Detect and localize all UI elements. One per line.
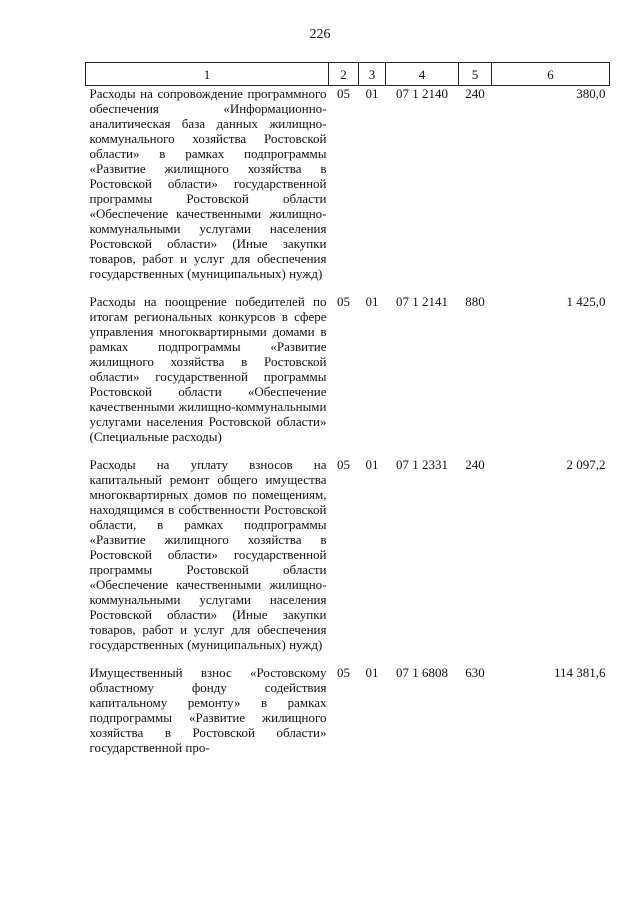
column-header-target: 4 [386, 63, 459, 86]
table-row [86, 86, 610, 295]
row-description: Имущественный взнос «Ростовскому областному фонду содействия капитальному ремонту» в рамках подпрограммы «Развитие жилищного хозяйства в Ростовской области» государственной про- [89, 665, 327, 755]
budget-table [85, 62, 610, 755]
row-section: 05 [337, 294, 350, 309]
column-header-expense-type: 5 [459, 63, 492, 86]
row-subsection: 01 [365, 86, 379, 101]
page-number: 226 [309, 27, 331, 42]
row-subsection: 01 [365, 457, 379, 472]
row-target-code: 07 1 2141 [396, 294, 448, 309]
row-subsection: 01 [365, 294, 379, 309]
table-row [86, 665, 610, 755]
column-header-section: 2 [329, 63, 359, 86]
column-header-subsection: 3 [359, 63, 386, 86]
row-description: Расходы на поощрение победителей по итогам региональных конкурсов в сфере управления многоквартирными домами в рамках подпрограммы «Развитие жилищного хозяйства в Ростовской области» государственной программы Ростовской области «Обеспечение качественными жилищно-коммунальными услугами населения Ростовской области» (Специальные расходы) [89, 294, 327, 444]
table-body [86, 86, 610, 756]
header-row [86, 63, 610, 86]
row-section: 05 [337, 86, 350, 101]
row-expense-type: 240 [465, 457, 485, 472]
row-expense-type: 240 [465, 86, 485, 101]
column-header-amount: 6 [492, 63, 610, 86]
column-header-description: 1 [86, 63, 329, 86]
row-description: Расходы на сопровождение программного обеспечения «Информационно-аналитическая база данных жилищно-коммунального хозяйства Ростовской области» в рамках подпрограммы «Развитие жилищного хозяйства в Ростовской области» государственной программы Ростовской области «Обеспечение качественными жилищно-коммунальными услугами населения Ростовской области» (Иные закупки товаров, работ и услуг для обеспечения государственных (муниципальных) нужд) [89, 86, 327, 281]
row-amount: 380,0 [576, 86, 606, 101]
row-target-code: 07 1 2331 [396, 457, 448, 472]
table-row [86, 294, 610, 457]
row-amount: 1 425,0 [566, 294, 606, 309]
table-row [86, 457, 610, 665]
row-subsection: 01 [365, 665, 379, 680]
row-expense-type: 880 [465, 294, 485, 309]
row-description: Расходы на уплату взносов на капитальный ремонт общего имущества многоквартирных домов по помещениям, находящимся в собственности Ростовской области, в рамках подпрограммы «Развитие жилищного хозяйства в Ростовской области» государственной программы Ростовской области «Обеспечение качественными жилищно-коммунальными услугами населения Ростовской области» (Иные закупки товаров, работ и услуг для обеспечения государственных (муниципальных) нужд) [89, 457, 327, 652]
row-target-code: 07 1 2140 [396, 86, 448, 101]
row-expense-type: 630 [465, 665, 485, 680]
row-section: 05 [337, 457, 350, 472]
row-target-code: 07 1 6808 [396, 665, 448, 680]
row-amount: 2 097,2 [566, 457, 606, 472]
table-header [86, 63, 610, 86]
row-amount: 114 381,6 [553, 665, 606, 680]
row-section: 05 [337, 665, 350, 680]
